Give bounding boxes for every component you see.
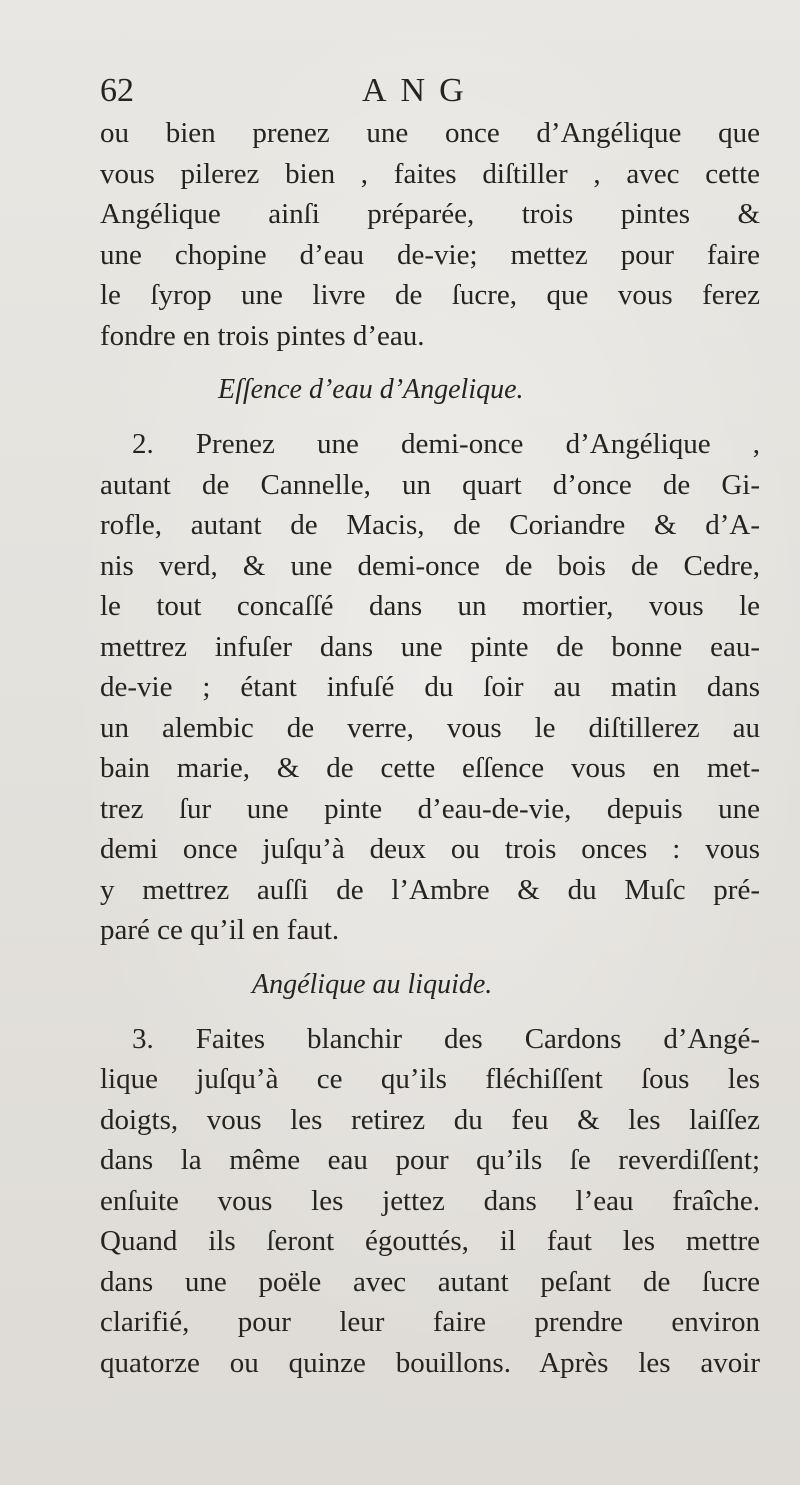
text-line: 2. Prenez une demi-once d’Angélique , bbox=[132, 428, 760, 460]
text-line: dans la même eau pour qu’ils ſe reverdiſſent; bbox=[100, 1144, 760, 1176]
text-line: paré ce qu’il en faut. bbox=[100, 914, 340, 946]
text-line: nis verd, & une demi-once de bois de Cedre, bbox=[100, 549, 760, 582]
text-line: enſuite vous les jettez dans l’eau fraîche. bbox=[100, 1184, 760, 1217]
text-line: doigts, vous les retirez du feu & les laiſſez bbox=[100, 1103, 760, 1136]
text-line: de-vie ; étant infuſé du ſoir au matin dans bbox=[100, 671, 760, 703]
page-header bbox=[100, 68, 760, 114]
text-line: rofle, autant de Macis, de Coriandre & d’A- bbox=[100, 509, 760, 541]
body-text bbox=[100, 113, 760, 1383]
text-line: lique juſqu’à ce qu’ils fléchiſſent ſous les bbox=[100, 1063, 760, 1095]
text-line: fondre en trois pintes d’eau. bbox=[100, 319, 425, 352]
text-line: dans une poële avec autant peſant de ſucre bbox=[100, 1265, 760, 1298]
section-heading-liquide: Angélique au liquide. bbox=[252, 968, 493, 1000]
text-line: le tout concaſſé dans un mortier, vous le bbox=[100, 590, 760, 622]
text-line: autant de Cannelle, un quart d’once de Gi- bbox=[100, 468, 760, 501]
text-line: bain marie, & de cette eſſence vous en met- bbox=[100, 752, 760, 784]
page-number: 62 bbox=[100, 72, 134, 109]
text-line: un alembic de verre, vous le diſtillerez au bbox=[100, 711, 760, 744]
text-line: 3. Faites blanchir des Cardons d’Angé- bbox=[132, 1022, 760, 1055]
paragraph-liquide bbox=[100, 1019, 760, 1384]
text-line: clarifié, pour leur faire prendre environ bbox=[100, 1306, 760, 1338]
section-heading-essence: Eſſence d’eau d’Angelique. bbox=[218, 374, 524, 405]
text-line: Quand ils ſeront égouttés, il faut les mettre bbox=[100, 1225, 760, 1257]
text-line: mettrez infuſer dans une pinte de bonne eau- bbox=[100, 630, 760, 663]
text-line: vous pilerez bien , faites diſtiller , avec cette bbox=[100, 157, 760, 190]
text-line: une chopine d’eau de-vie; mettez pour faire bbox=[100, 238, 760, 271]
running-head: ANG bbox=[362, 72, 478, 109]
text-line: trez ſur une pinte d’eau-de-vie, depuis une bbox=[100, 792, 760, 825]
text-line: quatorze ou quinze bouillons. Après les avoir bbox=[100, 1346, 760, 1379]
paragraph-essence bbox=[100, 424, 760, 951]
text-line: ou bien prenez une once d’Angélique que bbox=[100, 117, 760, 149]
text-line: y mettrez auſſi de l’Ambre & du Muſc pré- bbox=[100, 873, 760, 906]
text-line: demi once juſqu’à deux ou trois onces : vous bbox=[100, 833, 760, 865]
text-line: Angélique ainſi préparée, trois pintes & bbox=[100, 198, 760, 230]
paragraph-intro bbox=[100, 113, 760, 356]
text-line: le ſyrop une livre de ſucre, que vous ferez bbox=[100, 279, 760, 311]
